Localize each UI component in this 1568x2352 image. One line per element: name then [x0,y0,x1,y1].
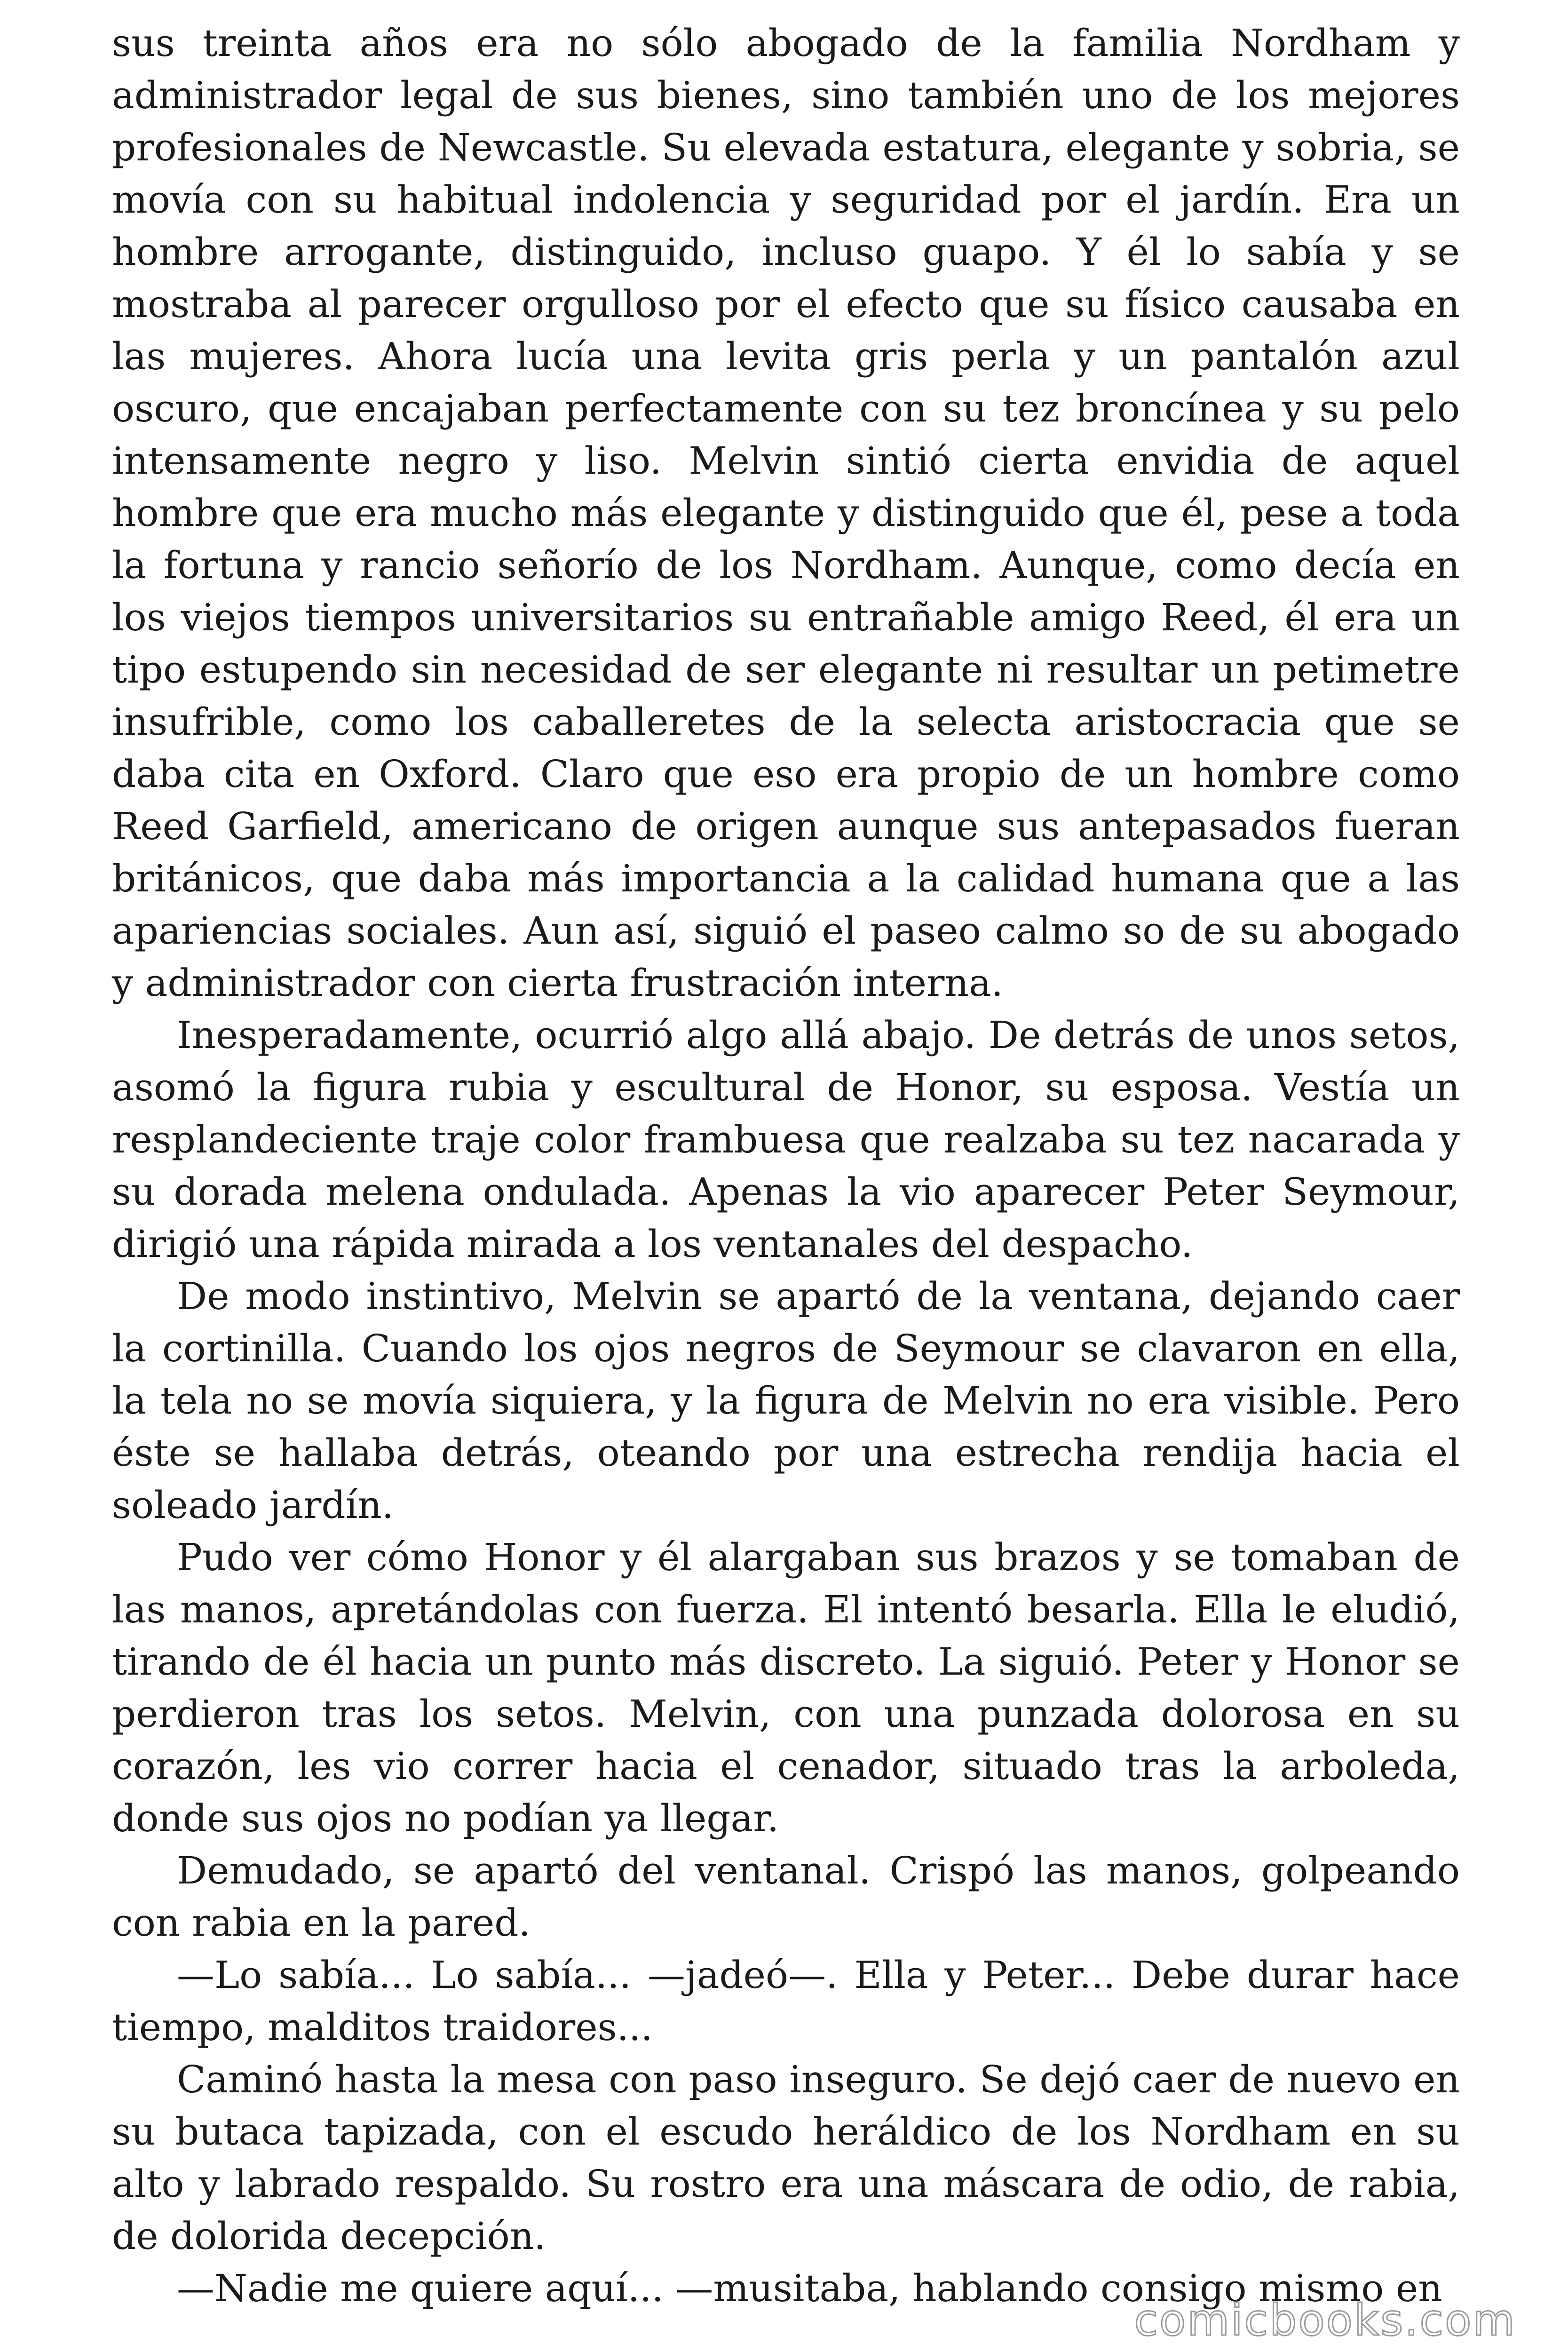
page-text [112,17,1460,2314]
paragraph-2: Inesperadamente, ocurrió algo allá abajo. De detrás de unos setos, asomó la figura rubia y escultural de Honor, su esposa. Vestía un resplandeciente traje color frambuesa que realzaba su tez nacarada y su dorada melena ondulada. Apenas la vio aparecer Peter Seymour, dirigió una rápida mirada a los ventanales del despacho. [112,1013,1460,1266]
paragraph-1: sus treinta años era no sólo abogado de la familia Nordham y administrador legal de sus bienes, sino también uno de los mejores profesionales de Newcastle. Su elevada estatura, elegante y sobria, se movía con su habitual indolencia y seguridad por el jardín. Era un hombre arrogante, distinguido, incluso guapo. Y él lo sabía y se mostraba al parecer orgulloso por el efecto que su físico causaba en las mujeres. Ahora lucía una levita gris perla y un pantalón azul oscuro, que encajaban perfectamente con su tez broncínea y su pelo intensamente negro y liso. Melvin sintió cierta envidia de aquel hombre que era mucho más elegante y distinguido que él, pese a toda la fortuna y rancio señorío de los Nordham. Aunque, como decía en los viejos tiempos universitarios su entrañable amigo Reed, él era un tipo estupendo sin necesidad de ser elegante ni resultar un petimetre insufrible, como los caballeretes de la selecta aristocracia que se daba cita en Oxford. Claro que eso era propio de un hombre como Reed Garfield, americano de origen aunque sus antepasados fueran británicos, que daba más importancia a la calidad humana que a las apariencias sociales. Aun así, siguió el paseo calmo so de su abogado y administrador con cierta frustración interna. [112,21,1460,1005]
paragraph-3: De modo instintivo, Melvin se apartó de la ventana, dejando caer la cortinilla. Cuando los ojos negros de Seymour se clavaron en ella, la tela no se movía siquiera, y la figura de Melvin no era visible. Pero éste se hallaba detrás, oteando por una estrecha rendija hacia el soleado jardín. [112,1274,1460,1527]
paragraph-6: —Lo sabía... Lo sabía... —jadeó—. Ella y Peter... Debe durar hace tiempo, malditos traidores... [112,1953,1460,2049]
paragraph-5: Demudado, se apartó del ventanal. Crispó las manos, golpeando con rabia en la pared. [112,1849,1460,1945]
watermark: comicbooks.com [1134,2295,1516,2345]
paragraph-4: Pudo ver cómo Honor y él alargaban sus brazos y se tomaban de las manos, apretándolas con fuerza. El intentó besarla. Ella le eludió, tirando de él hacia un punto más discreto. La siguió. Peter y Honor se perdieron tras los setos. Melvin, con una punzada dolorosa en su corazón, les vio correr hacia el cenador, situado tras la arboleda, donde sus ojos no podían ya llegar. [112,1535,1460,1840]
paragraph-7: Caminó hasta la mesa con paso inseguro. Se dejó caer de nuevo en su butaca tapizada, con el escudo heráldico de los Nordham en su alto y labrado respaldo. Su rostro era una máscara de odio, de rabia, de dolorida decepción. [112,2058,1460,2258]
paragraph-8: —Nadie me quiere aquí... —musitaba, hablando consigo mismo en [177,2266,1442,2310]
